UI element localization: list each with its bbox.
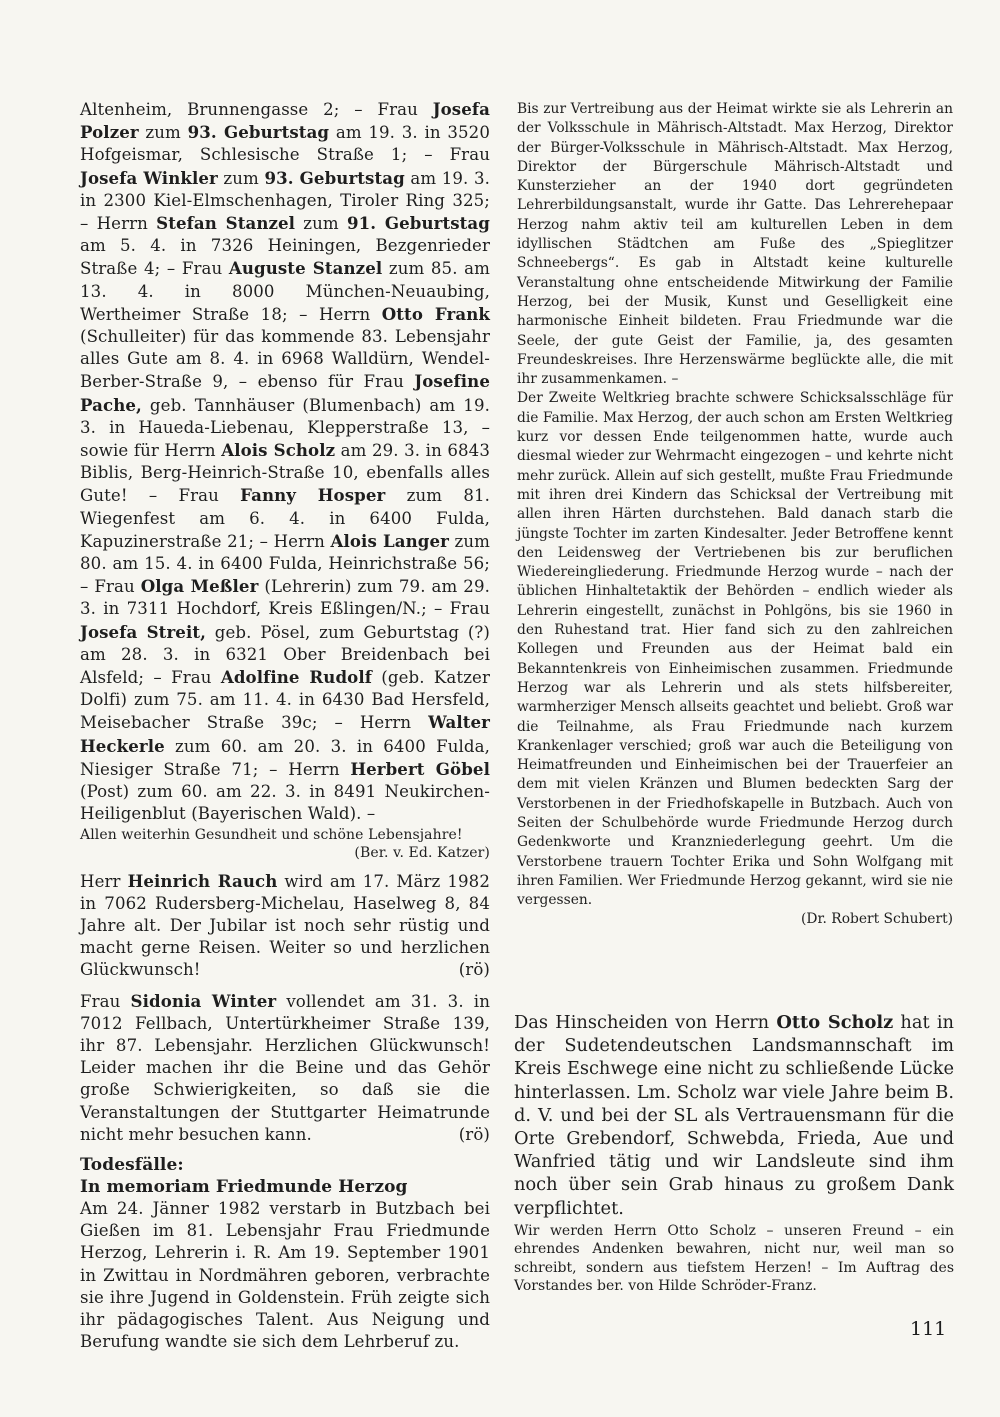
scholz-text [514,1011,954,1220]
text-run: Frau [80,991,131,1011]
herzog-intro: Am 24. Jänner 1982 verstarb in Butzbach bei Gießen im 81. Lebensjahr Frau Friedmunde Herzog, Lehrerin i. R. Am 19. September 1901 in Zwittau in Nordmähren geboren, verbrachte sie ihre Jugend in Goldenstein. Früh zeigte sich ihr pädagogisches Talent. Aus Neigung und Berufung wandte sie sich dem Lehrberuf zu. [80,1198,490,1352]
bold-name: Herbert Göbel [350,758,490,779]
bold-name: Otto Frank [381,303,490,324]
text-run: geb. Pösel, zum Geburtstag (?) am 28. 3. in 6321 Ober Breidenbach bei Alsfeld; – Frau [80,622,490,688]
bold-name: Olga Meßler [140,576,259,597]
text-run: zum 60. am 20. 3. in 6400 Fulda, Niesiger Straße 71; – Herrn [80,736,490,779]
deaths-heading: Todesfälle: [80,1154,184,1175]
text-run: hat in der Sudetendeutschen Landsmannschaft im Kreis Eschwege eine nicht zu schließende Lücke hinterlassen. Lm. Scholz war viele Jahre beim B. d. V. und bei der SL als Vertrauensmann für die Orte Grebendorf, Schwebda, Frieda, Aue und Wanfried tätig und wir Landsleute sind ihm noch über sein Grab hinaus zu großem Dank verpflichtet. [514,1012,954,1219]
text-run: (geb. Katzer Dolfi) zum 75. am 11. 4. in 6430 Bad Hersfeld, Meisebacher Straße 39c; – Herrn [80,668,490,733]
text-run: (Schulleiter) für das kommende 83. Lebensjahr alles Gute am 8. 4. in 6968 Walldürn, Wendel-Berber-Straße 9, – ebenso für Frau [80,327,490,392]
text-run: geb. Tannhäuser (Blumenbach) am 19. 3. in Haueda-Liebenau, Klepperstraße 13, – sowie für Herrn [80,395,490,461]
text-run: am 29. 3. in 6843 Biblis, Berg-Heinrich-Straße 10, ebenfalls alles Gute! – Frau [80,441,490,506]
bold-name: Adolfine Rudolf [220,667,372,688]
text-run: am 5. 4. in 7326 Heiningen, Bezgenrieder Straße 4; – Frau [80,236,490,279]
rauch-signature: (rö) [458,960,490,980]
left-column [80,98,490,1353]
bold-name: Fanny Hosper [240,485,386,506]
bold-name: Stefan Stanzel [156,213,296,234]
bold-name: Josefa Streit, [80,621,206,642]
rauch-paragraph [80,870,490,982]
winter-text [80,992,490,1144]
text-run: zum [138,123,188,143]
winter-paragraph [80,990,490,1146]
scholz-tribute: Wir werden Herrn Otto Scholz – unseren Freund – ein ehrendes Andenken bewahren, nicht nur, weil man so schreibt, sondern aus tiefstem Herzen! – Im Auftrag des Vorstandes ber. von Hilde Schröder-Franz. [514,1222,954,1295]
bold-name: 93. Geburtstag [264,167,405,188]
bold-name: Josefine Pache, [80,371,490,415]
herzog-paragraph-1: Bis zur Vertreibung aus der Heimat wirkte sie als Lehrerin an der Volksschule in Mährisch-Altstadt. Max Herzog, Direktor der Bürger-Volksschule in Mährisch-Altstadt. Max Herzog, Direktor der Bürgerschule Mährisch-Altstadt und Kunsterzieher an der 1940 dort gegründeten Lehrerbildungsanstalt, wurde ihr Gatte. Das Lehrerehepaar Herzog nahm aktiv teil am kulturellen Leben in dem idyllischen Städtchen am Fuße des „Spieglitzer Schneebergs“. Es gab in Altstadt keine kulturelle Veranstaltung ohne entscheidende Mitwirkung der Familie Herzog, bei der Musik, Kunst und Geselligkeit eine harmonische Einheit bildeten. Frau Friedmunde war die Seele, der gute Geist der Familie, ja, des gesamten Freundeskreises. Ihre Herzenswärme beglückte alle, die mit ihr zusammenkamen. – [517,101,953,388]
text-run: Das Hinscheiden von Herrn [514,1012,777,1033]
winter-signature: (rö) [458,1124,490,1144]
text-run: Herr [80,871,128,891]
text-run: (Lehrerin) zum 79. am 29. 3. in 7311 Hochdorf, Kreis Eßlingen/N.; – Frau [80,577,490,619]
herzog-paragraph-2: Der Zweite Weltkrieg brachte schwere Schicksalsschläge für die Familie. Max Herzog, der auch schon am Ersten Weltkrieg kurz vor dessen Ende teilgenommen hatte, wurde auch diesmal wieder zur Wehrmacht eingezogen – und kehrte nicht mehr zurück. Allein auf sich gestellt, mußte Frau Friedmunde mit ihren drei Kindern das Schicksal der Vertreibung mit allen ihren Härten durchstehen. Bald danach starb die jüngste Tochter im zarten Kindesalter. Jeder Betroffene kennt den Leidensweg der Vertriebenen bis zur beruflichen Wiedereingliederung. Friedmunde Herzog wurde – nach der üblichen Hinhaltetaktik der Behörden – endlich wieder als Lehrerin eingestellt, zunächst in Pohlgöns, bis sie 1960 in den Ruhestand trat. Hier fand sich zu den zahlreichen Kollegen und Freunden aus der Heimat bald ein Bekanntenkreis von Einheimischen zusammen. Friedmunde Herzog war als Lehrerin und als stets hilfsbereiter, warmherziger Mensch allseits geachtet und beliebt. Groß war die Teilnahme, als Frau Friedmunde nach kurzem Krankenlager verschied; groß war auch die Beteiligung von Heimatfreunden und Einheimischen bei der Trauerfeier an dem mit vielen Kränzen und Blumen bedeckten Sarg der Verstorbenen in der Friedhofskapelle in Butzbach. Auch von Seiten der Schulbehörde wurde Friedmunde Herzog durch Gedenkworte und Kranzniederlegung geehrt. Um die Verstorbene trauern Tochter Erika und Sohn Wolfgang mit ihren Familien. Wer Friedmunde Herzog gekannt, wird sie nie vergessen. [517,390,953,909]
text-run: (Post) zum 60. am 22. 3. in 8491 Neukirchen-Heiligenblut (Bayerischen Wald). – [80,782,490,824]
text-run: vollendet am 31. 3. in 7012 Fellbach, Untertürkheimer Straße 139, ihr 87. Lebensjahr. Herzlichen Glückwunsch! Leider machen ihr die Beine und das Gehör große Schwierigkeiten, so daß sie die Veranstaltungen der Stuttgarter Heimatrunde nicht mehr besuchen kann. [80,991,490,1144]
herzog-signature: (Dr. Robert Schubert) [801,911,953,928]
bold-name: 91. Geburtstag [346,213,490,234]
bold-name: 93. Geburtstag [187,122,330,143]
right-column [517,100,953,930]
bold-name: Heinrich Rauch [127,870,278,891]
bold-name: Auguste Stanzel [228,258,383,279]
wishes-text: Allen weiterhin Gesundheit und schöne Lebensjahre! [80,826,463,843]
text-run: zum [295,214,347,234]
page-number: 111 [910,1318,947,1340]
memoriam-heading: In memoriam Friedmunde Herzog [80,1176,408,1197]
birthday-list [80,98,490,826]
wishes-signature-row [80,844,490,862]
bold-name: Josefa Polzer [80,99,490,143]
text-run: am 19. 3. in 3520 Hofgeismar, Schlesische Straße 1; – Frau [80,123,490,165]
bold-name: Otto Scholz [776,1012,894,1033]
rauch-text [80,872,490,980]
text-run: Altenheim, Brunnengasse 2; – Frau [80,100,433,119]
wishes-signature: (Ber. v. Ed. Katzer) [354,844,490,861]
bold-name: Alois Langer [330,530,449,551]
bold-name: Josefa Winkler [80,167,218,188]
text-run: wird am 17. März 1982 in 7062 Rudersberg-Michelau, Haselweg 8, 84 Jahre alt. Der Jubilar ist noch sehr rüstig und macht gerne Reisen. Weiter so und herzlichen Glückwunsch! [80,871,491,980]
text-run: am 19. 3. in 2300 Kiel-Elmschenhagen, Tiroler Ring 325; – Herrn [80,168,491,234]
bold-name: Alois Scholz [221,440,336,461]
scholz-obituary [514,1011,954,1296]
text-run: zum 81. Wiegenfest am 6. 4. in 6400 Fulda, Kapuzinerstraße 21; – Herrn [80,486,491,551]
bold-name: Sidonia Winter [130,990,277,1011]
text-run: zum 85. am 13. 4. in 8000 München-Neuaubing, Wertheimer Straße 18; – Herrn [80,259,490,324]
text-run: zum [217,168,265,188]
text-run: zum 80. am 15. 4. in 6400 Fulda, Heinrichstraße 56; – Frau [80,531,490,597]
bold-name: Walter Heckerle [80,712,490,756]
